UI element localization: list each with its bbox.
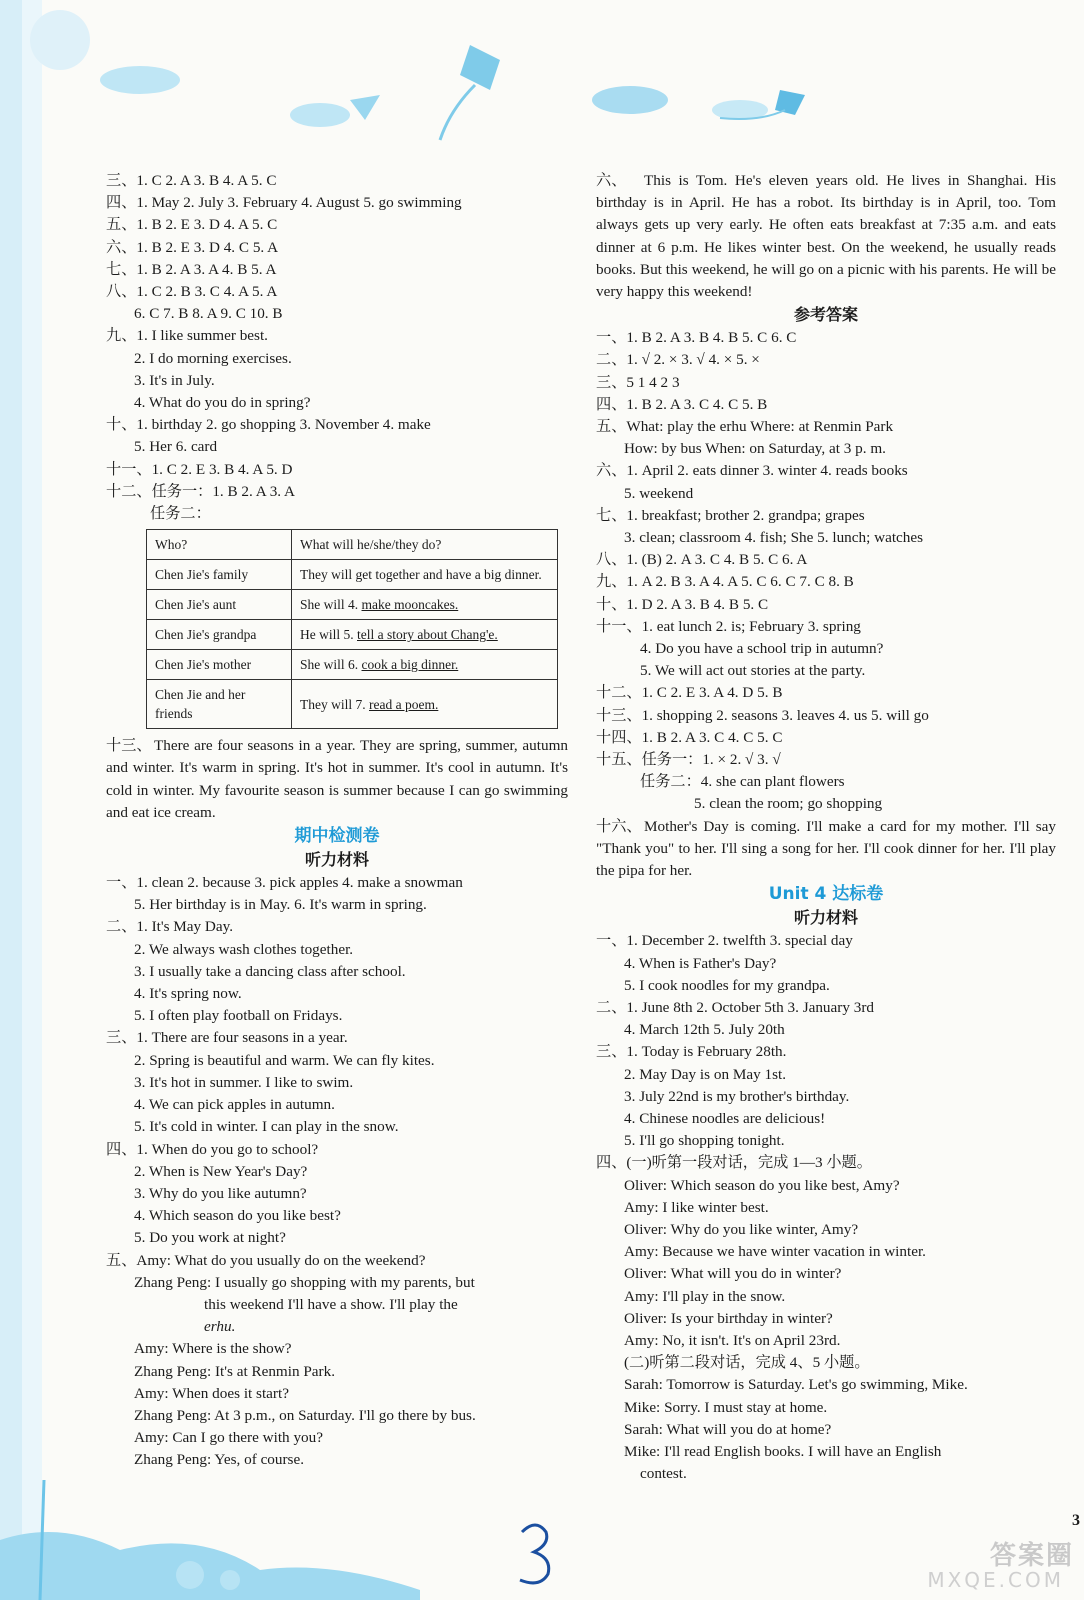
listening-list-right xyxy=(596,930,1056,1485)
question-number: 十六、 xyxy=(596,817,642,835)
question-number: 六、 xyxy=(596,172,627,189)
table-cell-answer: cook a big dinner. xyxy=(361,657,459,673)
text-line: 4. It's spring now. xyxy=(134,985,242,1003)
text-line: Mike: I'll read English books. I will have an English xyxy=(624,1442,942,1460)
watermark-logo: 答案圈 xyxy=(989,1541,1074,1571)
text-line: 5. Her birthday is in May. 6. It's warm in spring. xyxy=(134,896,427,914)
paragraph-16 xyxy=(596,816,1056,883)
text-line: 5. Her 6. card xyxy=(134,438,218,456)
text-line: Amy: Can I go there with you? xyxy=(134,1429,323,1447)
unit4-title: Unit 4 达标卷 xyxy=(768,884,884,905)
text-line: 5. weekend xyxy=(624,484,694,502)
text-line: Mike: Sorry. I must stay at home. xyxy=(624,1398,828,1416)
table-cell-what xyxy=(292,560,558,590)
text-line: Zhang Peng: Yes, of course. xyxy=(134,1451,304,1469)
unit4-listening-title: 听力材料 xyxy=(793,908,858,928)
text-line: 6. C 7. B 8. A 9. C 10. B xyxy=(134,305,283,323)
text-line: 5. I often play football on Fridays. xyxy=(134,1007,343,1025)
table-cell-who: Chen Jie's aunt xyxy=(147,590,292,620)
text-line: 3. It's hot in summer. I like to swim. xyxy=(134,1073,354,1091)
text-line: 任务二： xyxy=(150,505,211,523)
text-line: 2. We always wash clothes together. xyxy=(134,940,354,958)
text-line: 七、1. breakfast; brother 2. grandpa; grapes xyxy=(596,506,865,524)
text-line: 4. We can pick apples in autumn. xyxy=(134,1096,335,1114)
text-line: 一、1. B 2. A 3. B 4. B 5. C 6. C xyxy=(596,329,797,347)
text-line: 二、1. It's May Day. xyxy=(106,918,234,936)
text-line: 七、1. B 2. A 3. A 4. B 5. A xyxy=(106,260,277,278)
text-line: 3. It's in July. xyxy=(134,371,215,389)
table-cell-text: She will 6. xyxy=(300,657,362,673)
text-line: 5. I cook noodles for my grandpa. xyxy=(624,976,830,994)
text-line: 二、1. June 8th 2. October 5th 3. January 3rd xyxy=(596,998,874,1016)
text-line: 四、1. B 2. A 3. C 4. C 5. B xyxy=(596,395,768,413)
text-line: 十一、1. eat lunch 2. is; February 3. spring xyxy=(596,617,861,635)
table-cell-text: They will get together and have a big dinner. xyxy=(300,567,542,583)
table-cell-who: Chen Jie and her friends xyxy=(147,680,292,729)
paragraph-text: This is Tom. He's eleven years old. He lives in Shanghai. His birthday is in April. He has a robot. Its birthday is in April, too. Tom always gets up very early. He often eats breakfast at 7:35 a.m. and eats dinner at 6 p.m. He likes winter best. On the weekend, he usually reads books. But this weekend, he will go on a picnic with his parents. He will be very happy this weekend! xyxy=(596,172,1056,301)
text-line: 三、1. Today is February 28th. xyxy=(596,1043,787,1061)
text-line: 任务二：4. she can plant flowers xyxy=(640,773,845,791)
text-line: 十三、1. shopping 2. seasons 3. leaves 4. us 5. will go xyxy=(596,706,929,724)
text-line: 九、1. I like summer best. xyxy=(106,327,268,345)
answers-title: 参考答案 xyxy=(793,305,858,325)
text-line: Oliver: What will you do in winter? xyxy=(624,1265,842,1283)
text-line: Amy: No, it isn't. It's on April 23rd. xyxy=(624,1331,841,1349)
text-line: 四、1. When do you go to school? xyxy=(106,1140,319,1158)
right-column xyxy=(596,170,1056,1485)
text-line: 三、1. C 2. A 3. B 4. A 5. C xyxy=(106,172,277,189)
table-header-cell: Who? xyxy=(147,530,292,560)
text-line: 三、1. There are four seasons in a year. xyxy=(106,1029,348,1047)
text-line: Amy: When does it start? xyxy=(134,1384,289,1402)
paragraph-13 xyxy=(106,735,568,824)
text-line: contest. xyxy=(640,1465,687,1483)
text-line: 3. Why do you like autumn? xyxy=(134,1184,307,1202)
answer-list-right xyxy=(596,327,1056,815)
page-number-mark xyxy=(516,1520,556,1590)
text-line: Amy: I like winter best. xyxy=(624,1198,769,1216)
text-line: 八、1. C 2. B 3. C 4. A 5. A xyxy=(106,283,278,301)
text-line: Oliver: Is your birthday in winter? xyxy=(624,1309,833,1327)
text-line: 4. March 12th 5. July 20th xyxy=(624,1021,785,1039)
text-line: 一、1. clean 2. because 3. pick apples 4. make a snowman xyxy=(106,874,463,892)
listening-title: 听力材料 xyxy=(304,850,369,870)
text-line: 4. Do you have a school trip in autumn? xyxy=(640,640,884,658)
table-cell-who: Chen Jie's family xyxy=(147,560,292,590)
text-line: 2. Spring is beautiful and warm. We can fly kites. xyxy=(134,1051,435,1069)
text-line: 5. Do you work at night? xyxy=(134,1229,286,1247)
table-row xyxy=(147,680,558,729)
side-decoration xyxy=(0,0,110,1600)
windmill-illustration xyxy=(0,1480,420,1600)
header-illustration xyxy=(0,0,1084,170)
question-number: 十三、 xyxy=(106,737,152,755)
text-line: 十二、1. C 2. E 3. A 4. D 5. B xyxy=(596,684,783,702)
text-line: Zhang Peng: It's at Renmin Park. xyxy=(134,1362,335,1380)
text-line: 3. July 22nd is my brother's birthday. xyxy=(624,1087,850,1105)
text-line: 2. When is New Year's Day? xyxy=(134,1162,308,1180)
table-cell-answer: read a poem. xyxy=(369,696,439,712)
table-cell-answer: make mooncakes. xyxy=(361,597,459,613)
task-table xyxy=(146,529,558,729)
watermark-url: MXQE.COM xyxy=(927,1568,1064,1592)
text-line: 4. Which season do you like best? xyxy=(134,1207,341,1225)
text-line: Oliver: Which season do you like best, Amy? xyxy=(624,1176,900,1194)
table-header-row xyxy=(147,530,558,560)
table-cell-what xyxy=(292,590,558,620)
text-line: Sarah: Tomorrow is Saturday. Let's go swimming, Mike. xyxy=(624,1376,968,1394)
text-line: 五、1. B 2. E 3. D 4. A 5. C xyxy=(106,216,278,234)
text-line: erhu. xyxy=(204,1318,236,1336)
text-line: 六、1. April 2. eats dinner 3. winter 4. reads books xyxy=(596,462,908,480)
text-line: 5. clean the room; go shopping xyxy=(694,795,883,813)
text-line: 八、1. (B) 2. A 3. C 4. B 5. C 6. A xyxy=(596,551,808,569)
table-cell-text: She will 4. xyxy=(300,597,362,613)
text-line: 四、(一)听第一段对话，完成 1—3 小题。 xyxy=(596,1154,872,1172)
text-line: How: by bus When: on Saturday, at 3 p. m. xyxy=(624,440,886,458)
text-line: 六、1. B 2. E 3. D 4. C 5. A xyxy=(106,238,279,256)
text-line: 一、1. December 2. twelfth 3. special day xyxy=(596,932,853,950)
text-line: (二)听第二段对话，完成 4、5 小题。 xyxy=(624,1354,870,1372)
paragraph-text: Mother's Day is coming. I'll make a card for my mother. I'll say "Thank you" to her. I'll sing a song for her. I'll cook dinner for her. I'll play the pipa for her. xyxy=(596,817,1056,880)
text-line: 十五、任务一：1. × 2. √ 3. √ xyxy=(596,751,781,769)
text-line: 十一、1. C 2. E 3. B 4. A 5. D xyxy=(106,460,293,478)
answer-list-left xyxy=(106,170,568,525)
table-cell-text: He will 5. xyxy=(300,627,357,643)
listening-list-left xyxy=(106,872,568,1471)
text-line: 5. I'll go shopping tonight. xyxy=(624,1132,785,1150)
table-cell-what xyxy=(292,650,558,680)
text-line: 5. We will act out stories at the party. xyxy=(640,662,866,680)
table-row xyxy=(147,620,558,650)
text-line: 十、1. birthday 2. go shopping 3. November 4. make xyxy=(106,416,431,434)
text-line: 十、1. D 2. A 3. B 4. B 5. C xyxy=(596,595,769,613)
text-line: 二、1. √ 2. × 3. √ 4. × 5. × xyxy=(596,351,760,369)
text-line: 4. What do you do in spring? xyxy=(134,394,311,412)
text-line: Zhang Peng: I usually go shopping with my parents, but xyxy=(134,1273,475,1291)
text-line: 4. When is Father's Day? xyxy=(624,954,777,972)
text-line: Amy: I'll play in the snow. xyxy=(624,1287,786,1305)
text-line: Amy: Where is the show? xyxy=(134,1340,292,1358)
text-line: Amy: Because we have winter vacation in winter. xyxy=(624,1243,926,1261)
table-row xyxy=(147,650,558,680)
table-header-cell: What will he/she/they do? xyxy=(292,530,558,560)
text-line: 2. I do morning exercises. xyxy=(134,349,292,367)
paragraph-6 xyxy=(596,170,1056,303)
table-cell-what xyxy=(292,680,558,729)
table-cell-text: They will 7. xyxy=(300,696,369,712)
text-line: 5. It's cold in winter. I can play in the snow. xyxy=(134,1118,399,1136)
table-cell-answer: tell a story about Chang'e. xyxy=(357,627,498,643)
midterm-title: 期中检测卷 xyxy=(294,826,380,847)
text-line: Oliver: Why do you like winter, Amy? xyxy=(624,1220,859,1238)
table-row xyxy=(147,560,558,590)
text-line: 2. May Day is on May 1st. xyxy=(624,1065,786,1083)
text-line: 五、What: play the erhu Where: at Renmin Park xyxy=(596,418,894,436)
text-line: 四、1. May 2. July 3. February 4. August 5. go swimming xyxy=(106,194,462,212)
text-line: Sarah: What will you do at home? xyxy=(624,1420,832,1438)
text-line: Zhang Peng: At 3 p.m., on Saturday. I'll go there by bus. xyxy=(134,1406,476,1424)
table-row xyxy=(147,590,558,620)
text-line: 3. I usually take a dancing class after school. xyxy=(134,962,406,980)
text-line: 十二、任务一：1. B 2. A 3. A xyxy=(106,482,296,500)
text-line: 九、1. A 2. B 3. A 4. A 5. C 6. C 7. C 8. B xyxy=(596,573,854,591)
text-line: 五、Amy: What do you usually do on the weekend? xyxy=(106,1251,426,1269)
table-cell-who: Chen Jie's mother xyxy=(147,650,292,680)
text-line: 三、5 1 4 2 3 xyxy=(596,373,680,391)
text-line: 十四、1. B 2. A 3. C 4. C 5. C xyxy=(596,728,783,746)
text-line: 4. Chinese noodles are delicious! xyxy=(624,1109,826,1127)
table-cell-who: Chen Jie's grandpa xyxy=(147,620,292,650)
text-line: 3. clean; classroom 4. fish; She 5. lunch; watches xyxy=(624,529,924,547)
cloud-icon xyxy=(100,66,180,94)
table-cell-what xyxy=(292,620,558,650)
left-column xyxy=(106,170,568,1472)
paragraph-text: There are four seasons in a year. They are spring, summer, autumn and winter. It's warm in spring. It's hot in summer. It's cool in autumn. It's cold in winter. My favourite season is summer because I can go swimming and eat ice cream. xyxy=(106,737,568,821)
text-line: this weekend I'll have a show. I'll play the xyxy=(204,1295,458,1313)
corner-page-number: 3 xyxy=(1072,1512,1080,1529)
